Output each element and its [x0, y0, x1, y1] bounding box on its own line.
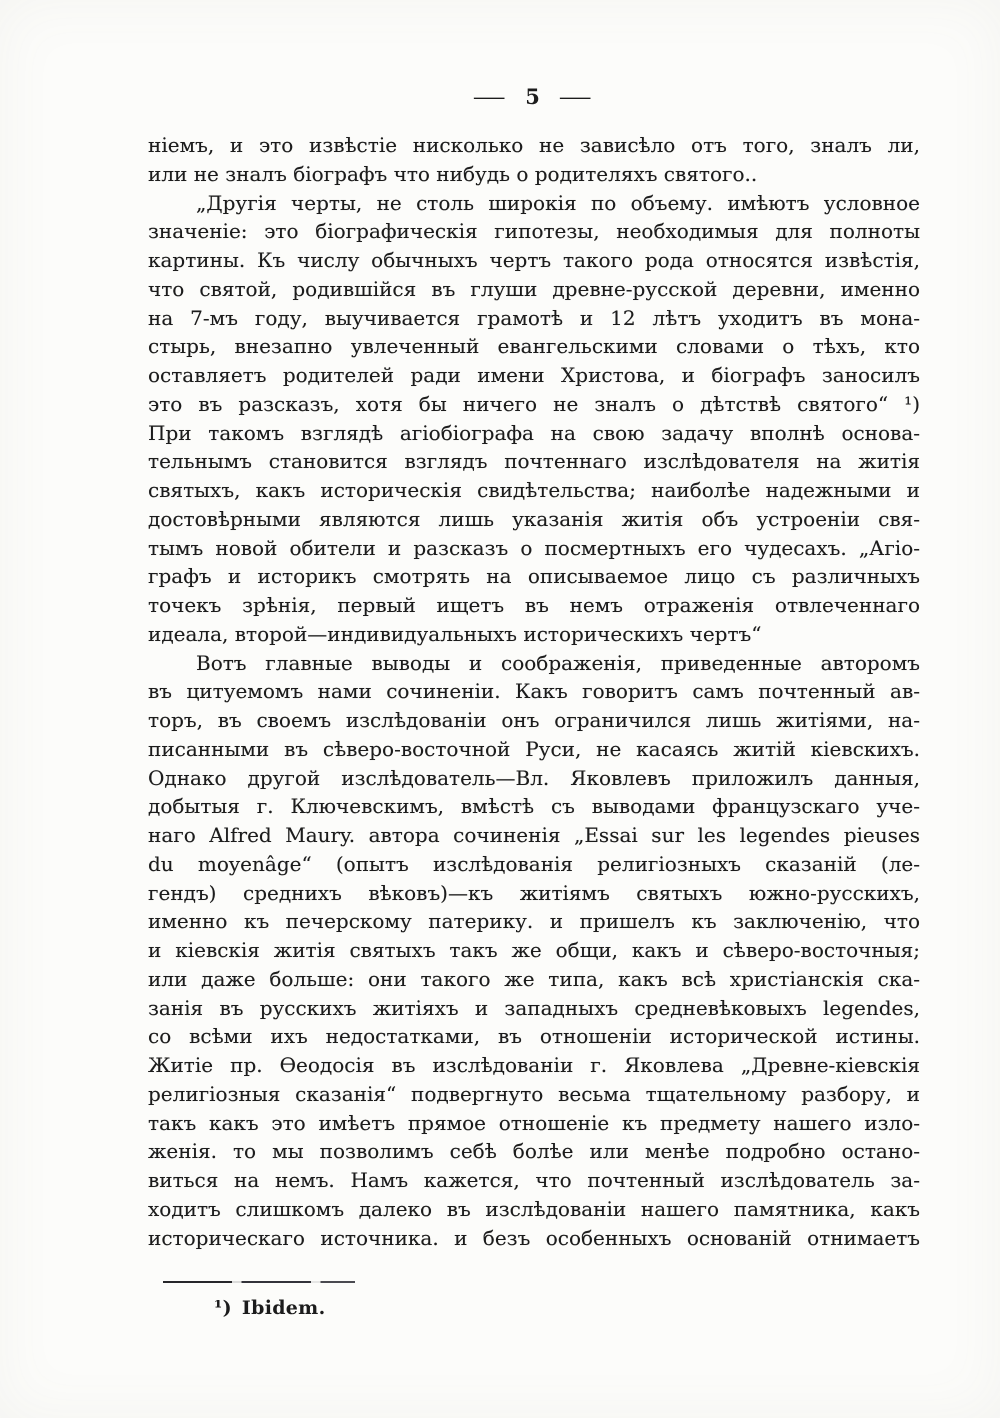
footnote-marker: ¹) [214, 1297, 232, 1319]
text-line: Однако другой изслѣдователь—Вл. Яковлевъ приложилъ данныя, [148, 765, 920, 790]
text-line: стырь, внезапно увлеченный евангельскими словами о тѣхъ, кто [148, 334, 920, 359]
text-line: идеала, второй—индивидуальныхъ историческихъ чертъ“ [148, 621, 762, 646]
text-line: со всѣми ихъ недостатками, въ отношеніи исторической истины. [148, 1024, 920, 1049]
text-line: du moyenâge“ (опытъ изслѣдованія религіозныхъ сказаній (ле- [148, 851, 920, 876]
text-line: что святой, родившійся въ глуши древне-русской деревни, именно [148, 276, 920, 301]
header-right-dash: — [558, 85, 594, 109]
text-line: ніемъ, и это извѣстіе нисколько не зависѣло отъ того, зналъ ли, [148, 133, 920, 157]
header-left-dash: — [472, 85, 508, 109]
text-line: и кіевскія житія святыхъ такъ же общи, какъ и сѣверо-восточныя; [148, 938, 920, 962]
text-line: точекъ зрѣнія, первый ищетъ въ немъ отраженія отвлеченнаго [148, 593, 920, 617]
text-line: торъ, въ своемъ изслѣдованіи онъ ограничился лишь житіями, на- [148, 708, 920, 732]
text-line: гендъ) среднихъ вѣковъ)—къ житіямъ святыхъ южно-русскихъ, [148, 880, 920, 905]
paragraph [148, 649, 920, 1253]
text-line: Вотъ главные выводы и соображенія, приведенные авторомъ [196, 650, 920, 675]
text-line: это въ разсказъ, хотя бы ничего не зналъ о дѣтствѣ святого“ ¹) [148, 391, 920, 416]
page-header [148, 84, 918, 109]
text-line: наго Alfred Maury. автора сочиненія „Essai sur les legendes pieuses [148, 823, 920, 847]
text-line: на 7-мъ году, выучивается грамотѣ и 12 лѣтъ уходитъ въ мона- [148, 305, 920, 330]
text-line: тельнымъ становится взглядъ почтеннаго изслѣдователя на житія [148, 449, 920, 474]
text-line: въ цитуемомъ нами сочиненіи. Какъ говоритъ самъ почтенный ав- [148, 679, 920, 704]
text-line: именно къ печерскому патерику. и пришелъ къ заключенію, что [148, 909, 920, 934]
text-line: или даже больше: они такого же типа, какъ всѣ христіанскія ска- [148, 966, 920, 991]
text-line: графъ и историкъ смотрять на описываемое лицо съ различныхъ [148, 564, 920, 589]
paragraph [148, 189, 920, 649]
text-line: такъ какъ это имѣетъ прямое отношеніе къ предмету нашего изло- [148, 1110, 920, 1135]
text-line: „Другія черты, не столь широкія по объему. имѣютъ условное [196, 190, 920, 215]
page-number: 5 [525, 84, 541, 109]
text-line: писанными въ сѣверо-восточной Руси, не касаясь житій кіевскихъ. [148, 736, 920, 761]
text-line: оставляетъ родителей ради имени Христова, и біографъ заносилъ [148, 363, 920, 387]
text-line: или не зналъ біографъ что нибудь о родителяхъ святого.. [148, 161, 758, 186]
text-line: значеніе: это біографическія гипотезы, необходимыя для полноты [148, 219, 920, 244]
text-line: историческаго источника. и безъ особенныхъ основаній отнимаетъ [148, 1225, 920, 1250]
footnote-divider [163, 1281, 355, 1283]
text-line: святыхъ, какъ историческія свидѣтельства; наиболѣе надежными и [148, 478, 920, 502]
text-line: ходитъ слишкомъ далеко въ изслѣдованіи нашего памятника, какъ [148, 1196, 920, 1221]
text-line: Житіе пр. Ѳеодосія въ изслѣдованіи г. Яковлева „Древне-кіевскія [148, 1053, 920, 1077]
text-line: тымъ новой обители и разсказъ о посмертныхъ его чудесахъ. „Агіо- [148, 535, 920, 560]
footnote-text: Ibidem. [241, 1297, 326, 1319]
text-line: религіозныя сказанія“ подвергнуто весьма тщательному разбору, и [148, 1081, 920, 1106]
text-line: картины. Къ числу обычныхъ чертъ такого рода относятся извѣстія, [148, 248, 920, 272]
text-line: достовѣрными являются лишь указанія житія объ устроеніи свя- [148, 506, 920, 531]
text-line: При такомъ взглядѣ агіобіографа на свою задачу вполнѣ основа- [148, 420, 920, 445]
body-text [148, 131, 920, 1252]
text-line: женія. то мы позволимъ себѣ болѣе или менѣе подробно остано- [148, 1139, 920, 1164]
text-line: виться на немъ. Намъ кажется, что почтенный изслѣдователь за- [148, 1168, 920, 1192]
footnote [214, 1297, 326, 1319]
text-line: добытыя г. Ключевскимъ, вмѣстѣ съ выводами французскаго уче- [148, 794, 920, 819]
paragraph [148, 131, 920, 189]
text-line: занія въ русскихъ житіяхъ и западныхъ средневѣковыхъ legendes, [148, 995, 920, 1020]
